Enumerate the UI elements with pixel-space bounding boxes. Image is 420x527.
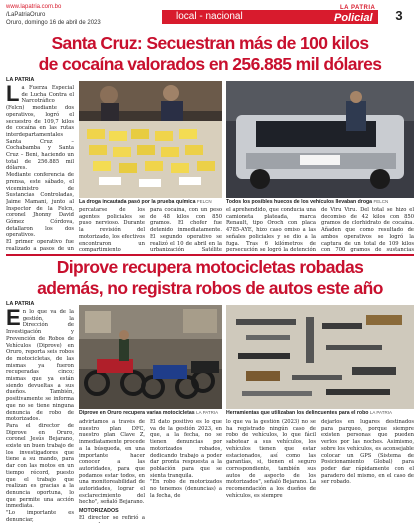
motorcycles-illustration <box>79 305 222 409</box>
story2-photo-motorcycles <box>79 305 222 409</box>
story2-col2-p2: El director se refirió a <box>79 514 145 521</box>
story2-col1-p2: Para el director de Diprove en Oruro, coronel Jesús Bejarano, existe un buen trabajo de los investigadores que tiene a su mando, para dar con las motos en un tiempo récord, puesto que el trabajo que realizan es gracias a la denuncia oportuna, lo que permite una acción inmediata. <box>6 422 74 510</box>
story1-caption-1-text: La droga incautada pasó por la prueba química <box>79 199 196 205</box>
story2-column-2 <box>79 419 145 523</box>
story2-col2-p1: advirtamos a través de nuestro plan DFC, nuestro plan Clave Z, inmediatamente procede a la búsqueda, en una importante hacer conocer a las autoridades, para que podamos estar todos, en una monitoreabilidad de autoridades, lograr el esclarecimiento del hecho", señaló Bejarano. <box>79 419 145 506</box>
brand-name: LA PATRIA <box>340 5 376 11</box>
tools-illustration <box>226 305 414 409</box>
story1-photo-drugs <box>79 81 222 198</box>
section-divider <box>6 254 414 256</box>
story1-caption-2-credit: FELCN <box>373 199 389 204</box>
story1-headline <box>6 33 414 75</box>
site-url[interactable]: www.lapatria.com.bo <box>6 4 62 10</box>
story2-col1-p1: n lo que va de la gestión, la Dirección de Investigación y Prevención de Robos de Vehículos (Diprove) en Oruro, reporta seis robos de motocicletas, de las mismas ya fueron recuperadas cinco; mismas que ya están siendo devueltas a sus dueños. También, positivamente se informa que no se tiene ninguna denuncia de robo de motorizados. <box>6 309 74 423</box>
page-header <box>0 0 420 31</box>
vehicle-illustration <box>226 81 414 198</box>
story2-caption-2-text: Herramientas que utilizaban los delincuentes para el robo <box>226 410 369 416</box>
story2-drop-cap: E <box>6 309 21 330</box>
story1-drop-cap: L <box>6 85 20 106</box>
brand-subsection: Policial <box>334 12 373 24</box>
story2-col1-p3: "Lo importante es denunciar, <box>6 510 74 523</box>
story2-headline-line2: además, no registra robos de autos este año <box>37 278 383 298</box>
story2-col3-p1: El dato positivo es lo que va de la gestión 2023, en que, a la fecha, no se tienen denuncias por motorizados robados, dedicando trabajo a poder dar pronta respuesta a la población para que se sienta tranquila. <box>150 419 222 479</box>
story1-caption-2-text: Todos los posibles huecos de los vehículos llevaban droga <box>226 199 373 205</box>
story2-column-4: lo que va la gestión (2023) no se ha registrado ningún caso de robo de vehículos, lo que fácil sabotear a sus vehículos, los vehículos tienen que estar estacionados, así como las garantías, si, tienen el seguro correspondiente, también sus autos de aspecto de los motorizados", señaló Bejarano. La recomendación a los dueños de vehículos, es siempre <box>226 419 316 499</box>
story2-caption-1-text: Diprove en Oruro recupera varias motocicletas <box>79 410 195 416</box>
page-number: 3 <box>395 8 403 23</box>
story2-col2-subheading: MOTORIZADOS <box>79 508 119 515</box>
issue-date: Oruro, domingo 16 de abril de 2023 <box>6 20 101 26</box>
story2-column-5: dejarlos en lugares destinados para parqueo, porque siempre existen personas que pueden verlos por las noches. Asimismo, sobre los vehículos, es aconsejable colocar un GPS (Sistema de Posicionamiento Global) para poder dar rápidamente con el paradero del mismo, en el caso de ser robado. <box>321 419 414 486</box>
story1-caption-2 <box>226 198 414 206</box>
story1-column-2: percatarse de los agentes policiales se puso nervioso. Durante la revisión del motorizado, los efectivos encontraron un compartimiento <box>79 207 145 252</box>
story2-byline: LA PATRIA <box>6 301 35 307</box>
story1-col1-p3: El primer operativo fue realizado a pasos de un <box>6 239 74 251</box>
story1-col1-p2: Mediante conferencia de prensa, este sábado, el viceministro de Sustancias Controladas, Jaime Mamani, junto al Inspector de la Felcn, coronel Jhonny David Gómez Córdova, detallaron los dos operativos. <box>6 172 74 239</box>
story1-byline: LA PATRIA <box>6 77 35 83</box>
story1-photo-vehicle <box>226 81 414 198</box>
story2-caption-2-credit: LA PATRIA <box>369 410 392 415</box>
story2-caption-1 <box>79 409 222 417</box>
story2-photo-tools <box>226 305 414 409</box>
story1-headline-line2: de cocaína valorados en 256.885 mil dólares <box>38 54 382 74</box>
story2-caption-1-credit: LA PATRIA <box>196 410 219 415</box>
story1-column-3: para cocaína, con un peso de 48 kilos con 850 gramos. El chofer fue detenido inmediatamente. El segundo operativo se realizó el 10 de abril en la urbanización Satélite <box>150 207 222 252</box>
story2-headline <box>6 257 414 299</box>
header-meta <box>6 3 101 27</box>
story2-caption-2 <box>226 409 414 417</box>
story1-caption-1-credit: FELCN <box>196 199 212 204</box>
story1-column-4: el aprehendido, que conducía una camioneta plateada, marca Renault, tipo Oroch con placa 4785-AYE, hizo caso omiso a las señales policiales y se dio a la fuga. Tras 6 kilómetros de persecución se logró la detención <box>226 207 316 252</box>
drugs-table-illustration <box>79 81 222 198</box>
story2-column-1 <box>6 309 74 523</box>
story1-caption-1 <box>79 198 222 206</box>
story1-column-1 <box>6 85 74 251</box>
story1-col1-p1: a Fuerza Especial de Lucha Contra el Narcotráfico (Felcn) mediante dos operativos, logró el secuestro de 109,7 kilos de cocaína en las rutas interdepartamentales Santa Cruz – Cochabamba y Santa Cruz – Beni, haciendo un total de 256.885 mil dólares. <box>6 85 74 172</box>
story2-col3-p2: "En robo de motorizados no tenemos (denuncias) a la fecha, de <box>150 479 222 499</box>
story2-headline-line1: Diprove recupera motocicletas robadas <box>56 257 364 277</box>
section-title: local - nacional <box>176 11 243 22</box>
story2-column-3 <box>150 419 222 523</box>
social-handle[interactable]: /LaPatriaOruro <box>6 12 46 18</box>
story1-column-5: de Viru Viru. Del total se hizo el decomiso de 42 kilos con 850 gramos de clorhidrato de cocaína. Añaden que como resultado de ambos operativos se logró la captura de un total de 109 kilos con 700 gramos de sustancias <box>321 207 414 252</box>
story1-headline-line1: Santa Cruz: Secuestran más de 100 kilos <box>51 33 369 53</box>
